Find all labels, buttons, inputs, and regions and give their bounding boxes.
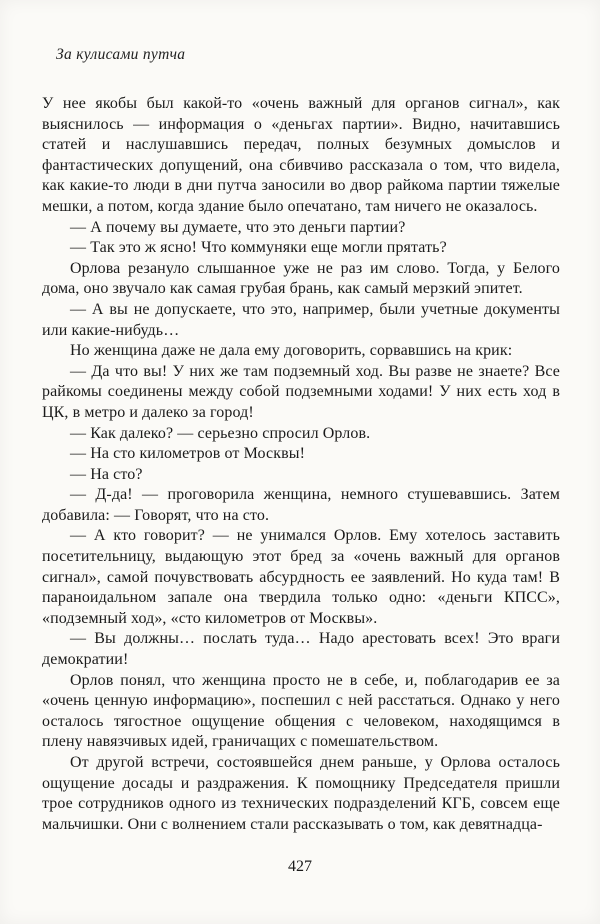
paragraph: — Да что вы! У них же там подземный ход. Вы разве не знаете? Все райкомы соединены между собой подземными ходами! У них есть ход в ЦК, в метро и далеко за город! bbox=[42, 362, 560, 421]
paragraph: — Д-да! — проговорила женщина, немного стушевавшись. Затем добавила: — Говорят, что на сто. bbox=[42, 486, 560, 524]
paragraph: От другой встречи, состоявшейся днем раньше, у Орлова осталось ощущение досады и раздражения. К помощнику Председателя пришли трое сотрудников одного из технических подразделений КГБ, совсем еще мальчишки. Они с волнением стали рассказывать о том, как девятнадца- bbox=[42, 754, 560, 833]
paragraph: — На сто километров от Москвы! bbox=[70, 445, 306, 463]
body-text bbox=[42, 94, 560, 835]
paragraph: — А почему вы думаете, что это деньги партии? bbox=[70, 218, 406, 236]
paragraph: — А вы не допускаете, что это, например, были учетные документы или какие-нибудь… bbox=[42, 300, 560, 339]
running-header: За кулисами путча bbox=[56, 46, 186, 63]
paragraph: — Так это ж ясно! Что коммуняки еще могли прятать? bbox=[70, 239, 447, 257]
paragraph: Но женщина даже не дала ему договорить, сорвавшись на крик: bbox=[70, 342, 513, 360]
page-number: 427 bbox=[288, 858, 312, 875]
paragraph: — Вы должны… послать туда… Надо арестовать всех! Это враги демократии! bbox=[42, 630, 560, 669]
paragraph: Орлов понял, что женщина просто не в себе, и, поблагодарив ее за «очень ценную информацию», поспешил с ней расстаться. Однако у него осталось тягостное ощущение общения с человеком, находящимся в плену навязчивых идей, граничащих с помешательством. bbox=[42, 671, 560, 751]
paragraph: Орлова резануло слышанное уже не раз им слово. Тогда, у Белого дома, оно звучало как самая грубая брань, как самый мерзкий эпитет. bbox=[42, 259, 560, 298]
paragraph: У нее якобы был какой-то «очень важный для органов сигнал», как выяснилось — информация о «деньгах партии». Видно, начитавшись статей и наслушавшись передач, полных безумных домыслов и фантастических допущений, она сбивчиво рассказала о том, что видела, как какие-то люди в дни путча заносили во двор райкома партии тяжелые мешки, а потом, когда здание было опечатано, там ничего не оказалось. bbox=[42, 95, 560, 215]
paragraph: — На сто? bbox=[70, 465, 143, 483]
paragraph: — А кто говорит? — не унимался Орлов. Ему хотелось заставить посетительницу, выдающую этот бред за «очень важный для органов сигнал», самой почувствовать абсурдность ее заявлений. Но куда там! В параноидальном запале она твердила только одно: «деньги КПСС», «подземный ход», «сто километров от Москвы». bbox=[42, 527, 560, 627]
paragraph: — Как далеко? — серьезно спросил Орлов. bbox=[70, 424, 371, 442]
